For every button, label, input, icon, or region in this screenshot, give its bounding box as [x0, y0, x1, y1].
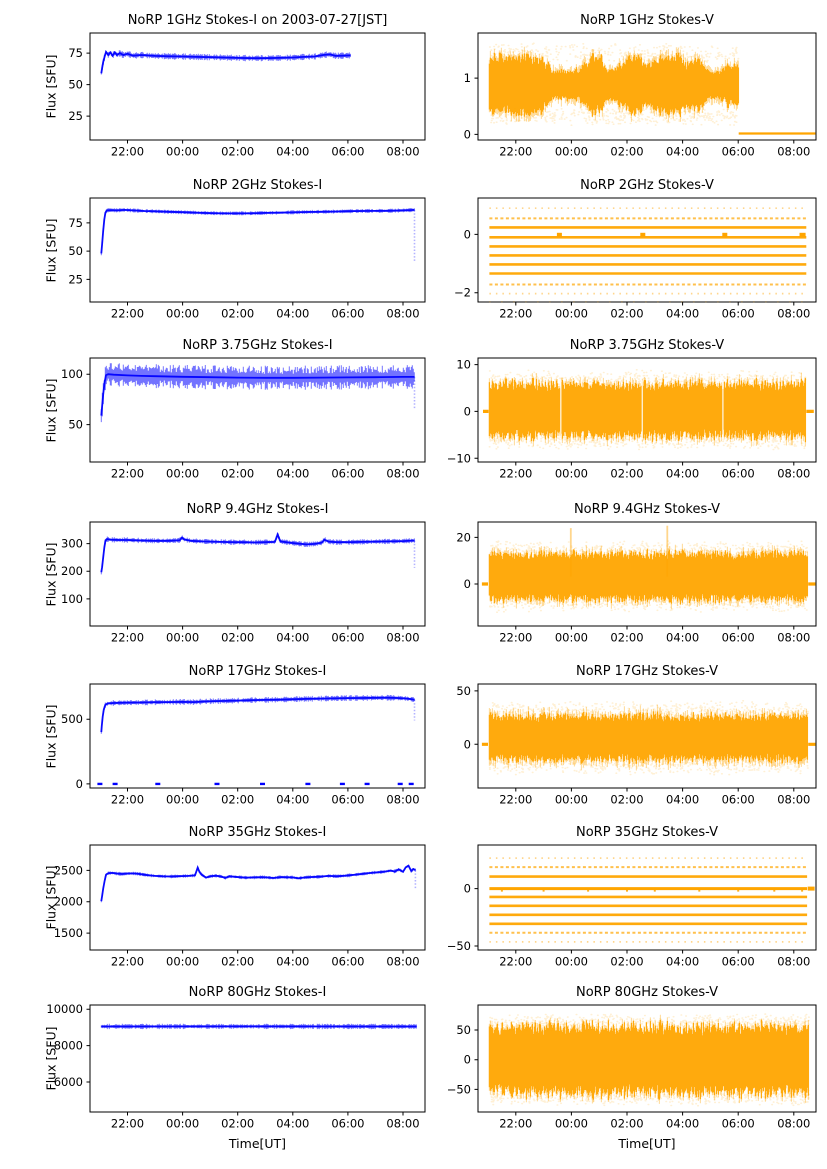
tick-marks — [87, 544, 404, 630]
y-tick-label: 0 — [75, 776, 83, 791]
y-tick-label: 2000 — [53, 894, 83, 909]
x-tick-label: 00:00 — [554, 792, 588, 807]
x-tick-label: 22:00 — [499, 144, 533, 159]
subplot-3.75ghz-stokes-i — [0, 336, 427, 494]
axes-1ghz-stokes-v — [427, 11, 827, 172]
x-tick-label: 04:00 — [276, 1116, 310, 1131]
x-tick-label: 22:00 — [110, 144, 145, 159]
x-tick-label: 22:00 — [499, 1116, 533, 1131]
y-tick-label: 75 — [68, 46, 83, 61]
x-tick-label: 08:00 — [777, 954, 811, 969]
axes-3.75ghz-stokes-v — [427, 336, 827, 494]
x-tick-label: 02:00 — [610, 630, 644, 645]
x-tick-label: 06:00 — [331, 792, 365, 807]
x-tick-label: 06:00 — [721, 792, 755, 807]
x-tick-label: 08:00 — [386, 306, 420, 321]
x-tick-label: 02:00 — [221, 954, 255, 969]
band-gap — [722, 381, 723, 440]
tick-marks — [87, 870, 404, 953]
x-tick-label: 06:00 — [331, 630, 365, 645]
plot-frame — [90, 33, 425, 140]
axes-35ghz-stokes-i — [0, 823, 427, 982]
x-axis-label: Time[UT] — [228, 1136, 287, 1151]
y-tick-label: 50 — [68, 244, 83, 259]
series-line — [101, 866, 415, 901]
plot-title: NoRP 1GHz Stokes-I on 2003-07-27[JST] — [127, 13, 388, 28]
x-tick-label: 02:00 — [610, 306, 644, 321]
stripe-step — [722, 233, 727, 237]
x-tick-label: 22:00 — [110, 306, 145, 321]
y-tick-label: −50 — [446, 939, 471, 953]
x-tick-label: 22:00 — [110, 1116, 145, 1131]
x-tick-label: 04:00 — [666, 954, 700, 969]
axes-9.4ghz-stokes-v — [427, 500, 827, 658]
x-tick-label: 04:00 — [276, 630, 310, 645]
y-tick-label: −50 — [446, 1082, 471, 1097]
axes-3.75ghz-stokes-i — [0, 336, 427, 494]
x-axis-label: Time[UT] — [618, 1136, 676, 1151]
y-tick-label: 25 — [68, 109, 83, 124]
x-tick-label: 02:00 — [610, 466, 644, 481]
x-tick-label: 08:00 — [386, 466, 420, 481]
x-tick-label: 04:00 — [276, 792, 310, 807]
x-tick-label: 00:00 — [166, 306, 200, 321]
y-axis-label: Flux [SFU] — [43, 54, 59, 119]
plot-frame — [90, 522, 425, 626]
y-tick-label: −2 — [454, 285, 471, 300]
y-tick-label: 0 — [463, 737, 471, 752]
y-tick-label: 50 — [68, 417, 83, 432]
y-axis-label: Flux [SFU] — [43, 865, 59, 930]
tick-marks — [87, 223, 404, 306]
x-tick-label: 06:00 — [331, 144, 365, 159]
series-noise — [101, 50, 350, 74]
y-tick-label: 100 — [61, 367, 83, 382]
x-tick-label: 00:00 — [554, 1116, 588, 1131]
subplot-80ghz-stokes-i — [0, 983, 427, 1169]
x-tick-label: 02:00 — [221, 144, 255, 159]
subplot-35ghz-stokes-i — [0, 823, 427, 982]
x-tick-label: 00:00 — [554, 144, 588, 159]
x-tick-label: 02:00 — [221, 792, 255, 807]
tick-marks — [475, 889, 794, 954]
series-noise — [101, 533, 414, 574]
x-tick-label: 06:00 — [721, 466, 755, 481]
subplot-1ghz-stokes-i — [0, 11, 427, 172]
x-tick-label: 04:00 — [276, 466, 310, 481]
y-axis-label: Flux [SFU] — [43, 542, 59, 606]
x-tick-label: 04:00 — [666, 466, 700, 481]
plot-title: NoRP 9.4GHz Stokes-I — [186, 502, 329, 517]
x-tick-label: 04:00 — [666, 306, 700, 321]
x-tick-label: 00:00 — [166, 144, 200, 159]
plot-frame — [90, 845, 425, 950]
y-tick-label: 10 — [456, 357, 471, 372]
plot-title: NoRP 35GHz Stokes-I — [188, 825, 327, 840]
stripe-step — [640, 233, 645, 237]
x-tick-label: 00:00 — [166, 792, 200, 807]
y-tick-label: 0 — [463, 404, 471, 419]
band-gap — [560, 381, 561, 440]
x-tick-label: 02:00 — [221, 306, 255, 321]
x-tick-label: 04:00 — [666, 792, 700, 807]
x-tick-label: 00:00 — [554, 954, 588, 969]
plot-title: NoRP 35GHz Stokes-V — [576, 825, 718, 840]
subplot-17ghz-stokes-i — [0, 662, 427, 820]
plot-title: NoRP 3.75GHz Stokes-V — [569, 338, 725, 353]
band-gap — [642, 381, 643, 440]
y-tick-label: 0 — [463, 577, 471, 591]
x-tick-label: 06:00 — [721, 144, 755, 159]
x-tick-label: 04:00 — [666, 1116, 700, 1131]
x-tick-label: 06:00 — [721, 954, 755, 969]
plot-title: NoRP 9.4GHz Stokes-V — [573, 502, 721, 517]
y-tick-label: 50 — [456, 683, 471, 698]
x-tick-label: 08:00 — [777, 1116, 811, 1131]
x-tick-label: 08:00 — [777, 792, 811, 807]
x-tick-label: 02:00 — [221, 630, 255, 645]
x-tick-label: 06:00 — [331, 954, 365, 969]
y-tick-label: 0 — [463, 881, 471, 896]
x-tick-label: 06:00 — [721, 1116, 755, 1131]
plot-title: NoRP 3.75GHz Stokes-I — [182, 338, 333, 353]
x-tick-label: 02:00 — [610, 1116, 644, 1131]
y-tick-label: 50 — [68, 77, 83, 92]
x-tick-label: 02:00 — [610, 144, 644, 159]
y-tick-label: 50 — [456, 1023, 471, 1037]
x-tick-label: 22:00 — [499, 306, 533, 321]
y-tick-label: 75 — [68, 215, 83, 230]
x-tick-label: 00:00 — [554, 466, 588, 481]
x-tick-label: 02:00 — [610, 954, 644, 969]
x-tick-label: 08:00 — [386, 954, 420, 969]
y-axis-label: Flux [SFU] — [43, 704, 59, 768]
x-tick-label: 08:00 — [777, 144, 811, 159]
y-tick-label: −10 — [446, 451, 471, 466]
x-tick-label: 08:00 — [777, 630, 811, 645]
subplot-17ghz-stokes-v — [427, 662, 827, 820]
series-noise — [101, 363, 414, 422]
y-tick-label: 2500 — [53, 863, 83, 878]
plot-title: NoRP 17GHz Stokes-I — [188, 664, 327, 679]
x-tick-label: 08:00 — [777, 306, 811, 321]
series-line — [101, 698, 414, 732]
tick-marks — [87, 719, 404, 791]
axes-35ghz-stokes-v — [427, 823, 827, 982]
subplot-2ghz-stokes-i — [0, 176, 427, 334]
x-tick-label: 00:00 — [554, 630, 588, 645]
x-tick-label: 22:00 — [110, 466, 145, 481]
x-tick-label: 08:00 — [386, 630, 420, 645]
x-tick-label: 04:00 — [276, 306, 310, 321]
x-tick-label: 00:00 — [166, 466, 200, 481]
band-core — [489, 711, 807, 764]
plot-frame — [478, 198, 816, 302]
series-line — [101, 52, 350, 73]
plot-title: NoRP 17GHz Stokes-V — [576, 664, 718, 679]
x-tick-label: 22:00 — [499, 466, 533, 481]
subplot-80ghz-stokes-v — [427, 983, 827, 1169]
x-tick-label: 04:00 — [276, 144, 310, 159]
y-tick-label: 1500 — [53, 926, 83, 941]
x-tick-label: 08:00 — [386, 1116, 420, 1131]
subplot-9.4ghz-stokes-i — [0, 500, 427, 658]
y-tick-label: 300 — [61, 536, 83, 551]
x-tick-label: 06:00 — [721, 306, 755, 321]
x-tick-label: 04:00 — [666, 144, 700, 159]
plot-title: NoRP 80GHz Stokes-I — [188, 985, 327, 1000]
y-tick-label: 10000 — [46, 1002, 83, 1017]
y-tick-label: 1 — [463, 71, 471, 86]
tick-marks — [87, 374, 404, 465]
plot-title: NoRP 80GHz Stokes-V — [576, 985, 718, 1000]
tick-marks — [87, 53, 404, 143]
plot-title: NoRP 1GHz Stokes-V — [580, 13, 714, 28]
stripe-step — [557, 233, 562, 237]
axes-17ghz-stokes-i — [0, 662, 427, 820]
subplot-2ghz-stokes-v — [427, 176, 827, 334]
x-tick-label: 04:00 — [666, 630, 700, 645]
subplot-9.4ghz-stokes-v — [427, 500, 827, 658]
y-tick-label: 25 — [68, 272, 83, 287]
x-tick-label: 02:00 — [610, 792, 644, 807]
y-axis-label: Flux [SFU] — [43, 378, 59, 442]
axes-9.4ghz-stokes-i — [0, 500, 427, 658]
y-tick-label: 100 — [61, 591, 83, 606]
stripe-step — [800, 233, 806, 237]
x-tick-label: 02:00 — [221, 466, 255, 481]
y-tick-label: 500 — [61, 712, 83, 727]
x-tick-label: 22:00 — [110, 792, 145, 807]
y-tick-label: 0 — [463, 227, 471, 242]
axes-17ghz-stokes-v — [427, 662, 827, 820]
x-tick-label: 00:00 — [166, 1116, 200, 1131]
series-line — [101, 210, 414, 254]
x-tick-label: 22:00 — [499, 954, 533, 969]
x-tick-label: 08:00 — [777, 466, 811, 481]
x-tick-label: 00:00 — [554, 306, 588, 321]
y-axis-label: Flux [SFU] — [43, 218, 59, 282]
x-tick-label: 22:00 — [499, 630, 533, 645]
tick-marks — [475, 234, 794, 305]
x-tick-label: 06:00 — [331, 306, 365, 321]
plot-title: NoRP 2GHz Stokes-I — [192, 178, 323, 193]
x-tick-label: 06:00 — [331, 466, 365, 481]
x-tick-label: 02:00 — [221, 1116, 255, 1131]
plot-frame — [90, 1005, 425, 1112]
x-tick-label: 06:00 — [331, 1116, 365, 1131]
y-tick-label: 0 — [463, 127, 471, 142]
y-tick-label: 20 — [456, 530, 471, 545]
axes-2ghz-stokes-v — [427, 176, 827, 334]
series-noise — [101, 865, 415, 902]
series-noise — [101, 208, 414, 255]
x-tick-label: 08:00 — [386, 144, 420, 159]
y-tick-label: 8000 — [53, 1038, 83, 1053]
subplot-3.75ghz-stokes-v — [427, 336, 827, 494]
y-tick-label: 6000 — [53, 1075, 83, 1089]
x-tick-label: 22:00 — [110, 954, 145, 969]
y-axis-label: Flux [SFU] — [43, 1026, 59, 1091]
x-tick-label: 08:00 — [386, 792, 420, 807]
plot-title: NoRP 2GHz Stokes-V — [580, 178, 714, 193]
x-tick-label: 22:00 — [110, 630, 145, 645]
y-tick-label: 200 — [61, 564, 83, 579]
x-tick-label: 04:00 — [276, 954, 310, 969]
y-tick-label: 0 — [463, 1052, 471, 1067]
x-tick-label: 00:00 — [166, 954, 200, 969]
axes-1ghz-stokes-i — [0, 11, 427, 172]
subplot-35ghz-stokes-v — [427, 823, 827, 982]
axes-2ghz-stokes-i — [0, 176, 427, 334]
x-tick-label: 06:00 — [721, 630, 755, 645]
subplot-1ghz-stokes-v — [427, 11, 827, 172]
x-tick-label: 00:00 — [166, 630, 200, 645]
x-tick-label: 22:00 — [499, 792, 533, 807]
